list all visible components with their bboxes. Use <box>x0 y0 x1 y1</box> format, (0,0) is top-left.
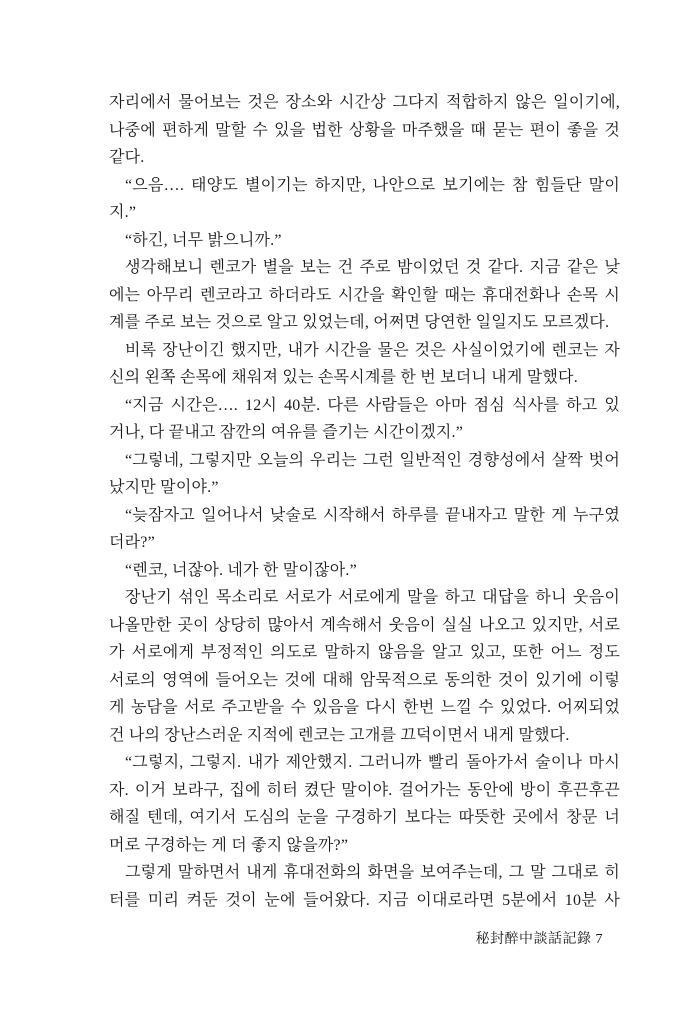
text-line: 자리에서 물어보는 것은 장소와 시간상 그다지 적합하지 않은 일이기에, <box>109 94 620 111</box>
text-line: 서로의 영역에 들어오는 것에 대해 암묵적으로 동의한 것이 있기에 이렇 <box>109 671 620 689</box>
text-line: 같다. <box>109 149 145 166</box>
text-column <box>109 89 620 914</box>
text-line: “그렇네, 그렇지만 오늘의 우리는 그런 일반적인 경향성에서 살짝 벗어 <box>125 451 620 469</box>
text-line: 에는 아무리 렌코라고 하더라도 시간을 확인할 때는 휴대전화나 손목 시 <box>109 286 620 304</box>
text-line: 계를 주로 보는 것으로 알고 있었는데, 어쩌면 당연한 일일지도 모르겠다. <box>109 314 610 331</box>
text-line: 건 나의 장난스러운 지적에 렌코는 고개를 끄덕이면서 내게 말했다. <box>109 726 570 744</box>
text-line: 생각해보니 렌코가 별을 보는 건 주로 밤이었던 것 같다. 지금 같은 낮 <box>125 259 620 276</box>
text-line: 해질 텐데, 여기서 도심의 눈을 구경하기 보다는 따뜻한 곳에서 창문 너 <box>109 809 620 826</box>
text-line: “늦잠자고 일어나서 낮술로 시작해서 하루를 끝내자고 말한 게 누구였 <box>125 506 620 524</box>
text-line: 자. 이거 보라구, 집에 히터 켰단 말이야. 걸어가는 동안에 방이 후끈후끈 <box>109 781 620 799</box>
text-line: 나올만한 곳이 상당히 많아서 계속해서 웃음이 실실 나오고 있지만, 서로 <box>109 616 620 634</box>
text-line: “지금 시간은…. 12시 40분. 다른 사람들은 아마 점심 식사를 하고 있 <box>125 396 620 414</box>
text-line: 머로 구경하는 게 더 좋지 않을까?” <box>109 836 349 854</box>
text-line: “하긴, 너무 밝으니까.” <box>125 231 282 249</box>
text-line: 나중에 편하게 말할 수 있을 법한 상황을 마주했을 때 묻는 편이 좋을 것 <box>109 121 620 139</box>
text-line: “그렇지, 그렇지. 내가 제안했지. 그러니까 빨리 돌아가서 술이나 마시 <box>125 754 620 771</box>
text-line: 더라?” <box>109 534 155 551</box>
text-line: 그렇게 말하면서 내게 휴대전화의 화면을 보여주는데, 그 말 그대로 히 <box>125 864 620 881</box>
text-line: 터를 미리 켜둔 것이 눈에 들어왔다. 지금 이대로라면 5분에서 10분 사 <box>109 891 620 909</box>
text-line: 지.” <box>109 204 137 221</box>
text-line: 장난기 섞인 목소리로 서로가 서로에게 말을 하고 대답을 하니 웃음이 <box>125 589 620 606</box>
text-line: 신의 왼쪽 손목에 채워져 있는 손목시계를 한 번 보더니 내게 말했다. <box>109 369 578 386</box>
text-line: 비록 장난이긴 했지만, 내가 시간을 물은 것은 사실이었기에 렌코는 자 <box>125 341 620 359</box>
text-line: “렌코, 너잖아. 네가 한 말이잖아.” <box>125 561 357 579</box>
text-line: “으음…. 태양도 별이기는 하지만, 나안으로 보기에는 참 힘들단 말이 <box>125 176 620 194</box>
text-line: 가 서로에게 부정적인 의도로 말하지 않음을 알고 있고, 또한 어느 정도 <box>109 644 620 661</box>
text-line: 게 농담을 서로 주고받을 수 있음을 다시 한번 느낄 수 있었다. 어찌되었 <box>109 699 620 716</box>
page-footer: 秘封醉中談話記錄 7 <box>475 932 603 947</box>
text-line: 났지만 말이야.” <box>109 479 219 496</box>
text-line: 거나, 다 끝내고 잠깐의 여유를 즐기는 시간이겠지.” <box>109 424 464 441</box>
